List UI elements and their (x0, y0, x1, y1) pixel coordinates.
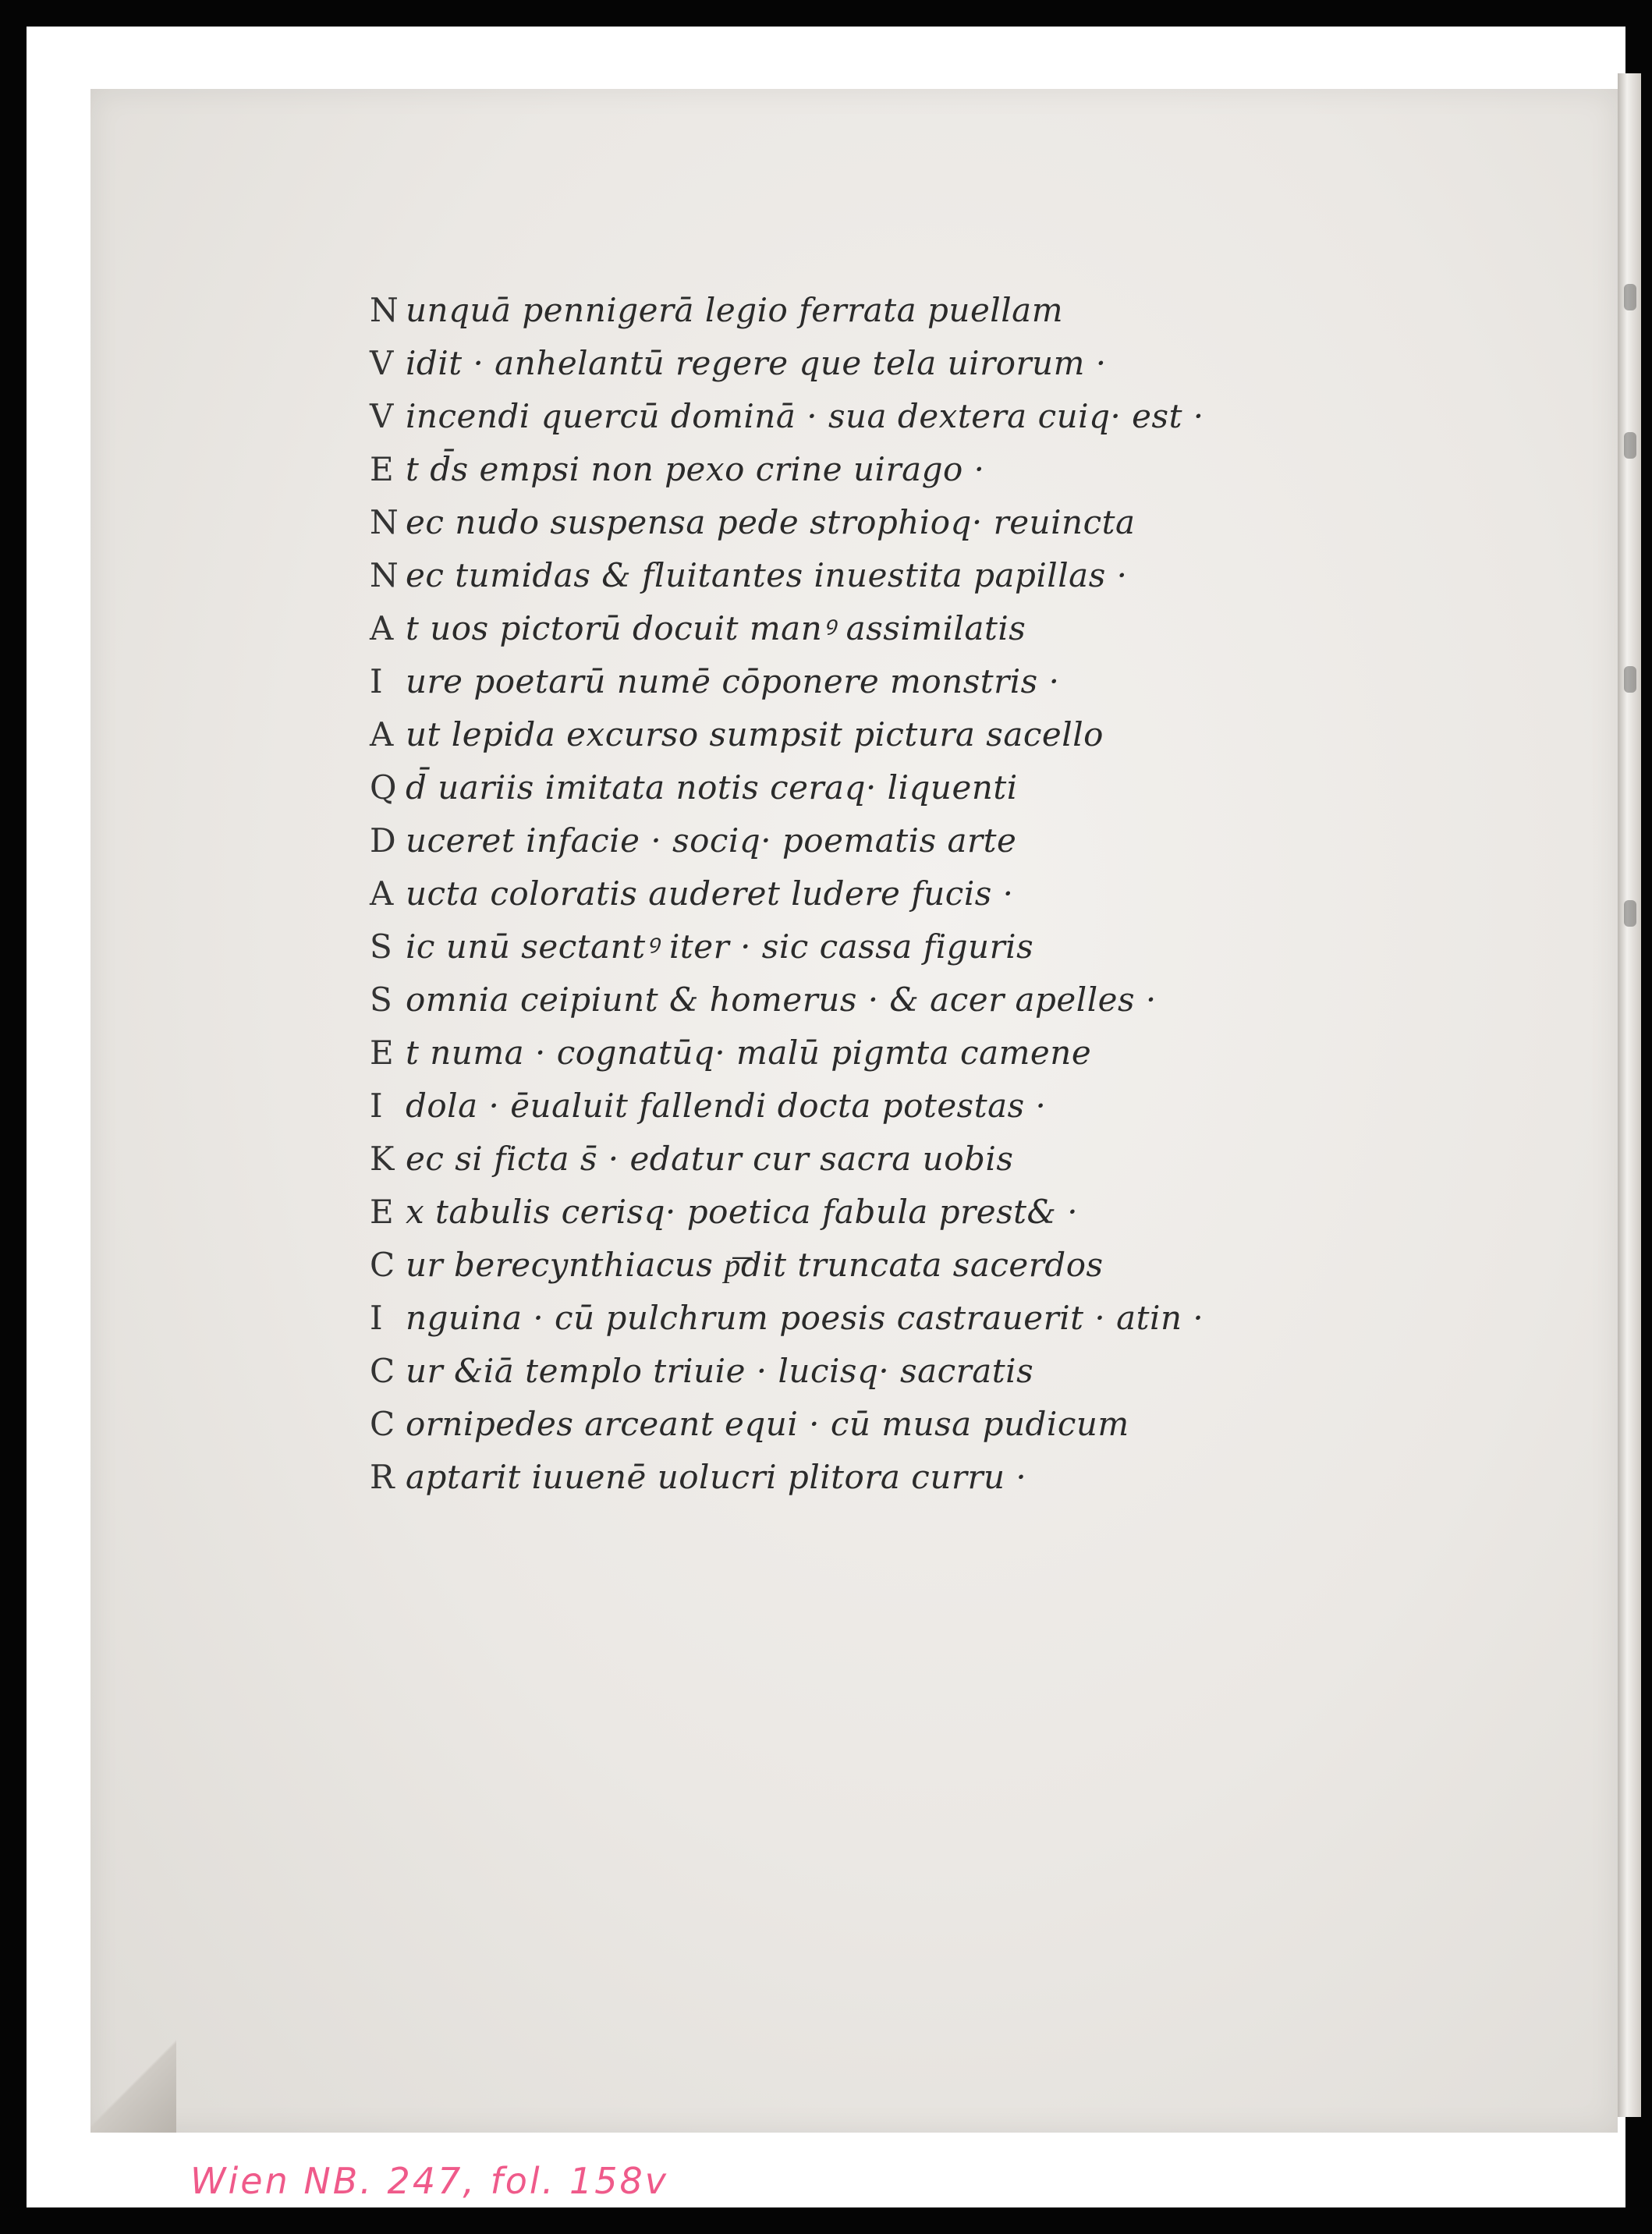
archive-shelfmark-label: Wien NB. 247, fol. 158v (190, 2160, 668, 2202)
verse-line (370, 1451, 1204, 1504)
verse-line (370, 1239, 1204, 1292)
verse-initial: I (370, 662, 384, 700)
verse-text: ec nudo suspensa pede strophioq· reuincta (406, 503, 1136, 541)
verse-line (370, 973, 1204, 1027)
verse-text: t numa · cognatūq· malū pigmta camene (406, 1034, 1092, 1072)
verse-line (370, 1292, 1204, 1345)
offset-ink-mark (1624, 666, 1636, 693)
verse-text: ec tumidas & fluitantes inuestita papillas · (406, 556, 1128, 594)
verse-initial: K (370, 1140, 395, 1178)
verse-line (370, 602, 1204, 655)
verse-line (370, 390, 1204, 443)
adjacent-leaf-edge (1618, 73, 1641, 2117)
verse-initial: I (370, 1087, 384, 1125)
verse-text: x tabulis cerisq· poetica fabula prest& · (406, 1193, 1079, 1231)
verse-text: nguina · cū pulchrum poesis castrauerit · atin · (406, 1299, 1204, 1337)
verse-line (370, 549, 1204, 602)
verse-initial: A (370, 874, 394, 913)
verse-initial: N (370, 503, 399, 541)
verse-text: t uos pictorū docuit manꝰ assimilatis (406, 609, 1026, 647)
verse-text: ornipedes arceant equi · cū musa pudicum (406, 1405, 1129, 1443)
verse-text: d̄ uariis imitata notis ceraq· liquenti (406, 768, 1018, 807)
verse-text: t d̄s empsi non pexo crine uirago · (406, 450, 985, 488)
verse-initial: A (370, 715, 394, 754)
verse-initial: V (370, 397, 394, 435)
verse-text: aptarit iuuenē uolucri plitora curru · (406, 1458, 1027, 1496)
verse-line (370, 1133, 1204, 1186)
verse-line (370, 1027, 1204, 1080)
verse-text: incendi quercū dominā · sua dextera cuiq· est · (406, 397, 1204, 435)
verse-text: ur berecynthiacus p͞dit truncata sacerdos (406, 1246, 1104, 1284)
verse-text: idit · anhelantū regere que tela uirorum · (406, 344, 1107, 382)
verse-line (370, 761, 1204, 814)
verse-text: ur &iā templo triuie · lucisq· sacratis (406, 1352, 1034, 1390)
verse-line (370, 708, 1204, 761)
verse-initial: E (370, 450, 395, 488)
verse-text: ure poetarū numē cōponere monstris · (406, 662, 1060, 700)
verse-initial: S (370, 980, 393, 1019)
manuscript-text-block (370, 284, 1204, 1504)
offset-ink-mark (1624, 432, 1636, 459)
verse-line (370, 1186, 1204, 1239)
verse-line (370, 337, 1204, 390)
verse-text: dola · ēualuit fallendi docta potestas · (406, 1087, 1047, 1125)
verse-text: ic unū sectantꝰ iter · sic cassa figuris (406, 927, 1034, 966)
verse-initial: Q (370, 768, 397, 807)
verse-line (370, 284, 1204, 337)
verse-line (370, 655, 1204, 708)
verse-line (370, 814, 1204, 867)
verse-text: omnia ceipiunt & homerus · & acer apelles · (406, 980, 1157, 1019)
verse-initial: E (370, 1034, 395, 1072)
verse-initial: I (370, 1299, 384, 1337)
verse-initial: N (370, 556, 399, 594)
verse-initial: C (370, 1352, 395, 1390)
verse-line (370, 496, 1204, 549)
verse-initial: N (370, 291, 399, 329)
verse-initial: C (370, 1405, 395, 1443)
verse-text: ut lepida excurso sumpsit pictura sacello (406, 715, 1104, 754)
verse-line (370, 1080, 1204, 1133)
verse-text: ucta coloratis auderet ludere fucis · (406, 874, 1014, 913)
verse-initial: V (370, 344, 394, 382)
verse-initial: C (370, 1246, 395, 1284)
verse-text: uceret infacie · sociq· poematis arte (406, 821, 1017, 860)
verse-text: ec si ficta s̄ · edatur cur sacra uobis (406, 1140, 1014, 1178)
verse-initial: A (370, 609, 394, 647)
offset-ink-mark (1624, 900, 1636, 927)
verse-initial: S (370, 927, 393, 966)
offset-ink-mark (1624, 284, 1636, 310)
verse-line (370, 1398, 1204, 1451)
verse-line (370, 920, 1204, 973)
verse-line (370, 867, 1204, 920)
verse-initial: E (370, 1193, 395, 1231)
verse-initial: D (370, 821, 397, 860)
verse-line (370, 1345, 1204, 1398)
verse-text: unquā pennigerā legio ferrata puellam (406, 291, 1064, 329)
verse-initial: R (370, 1458, 395, 1496)
verse-line (370, 443, 1204, 496)
folded-corner (90, 2039, 176, 2133)
